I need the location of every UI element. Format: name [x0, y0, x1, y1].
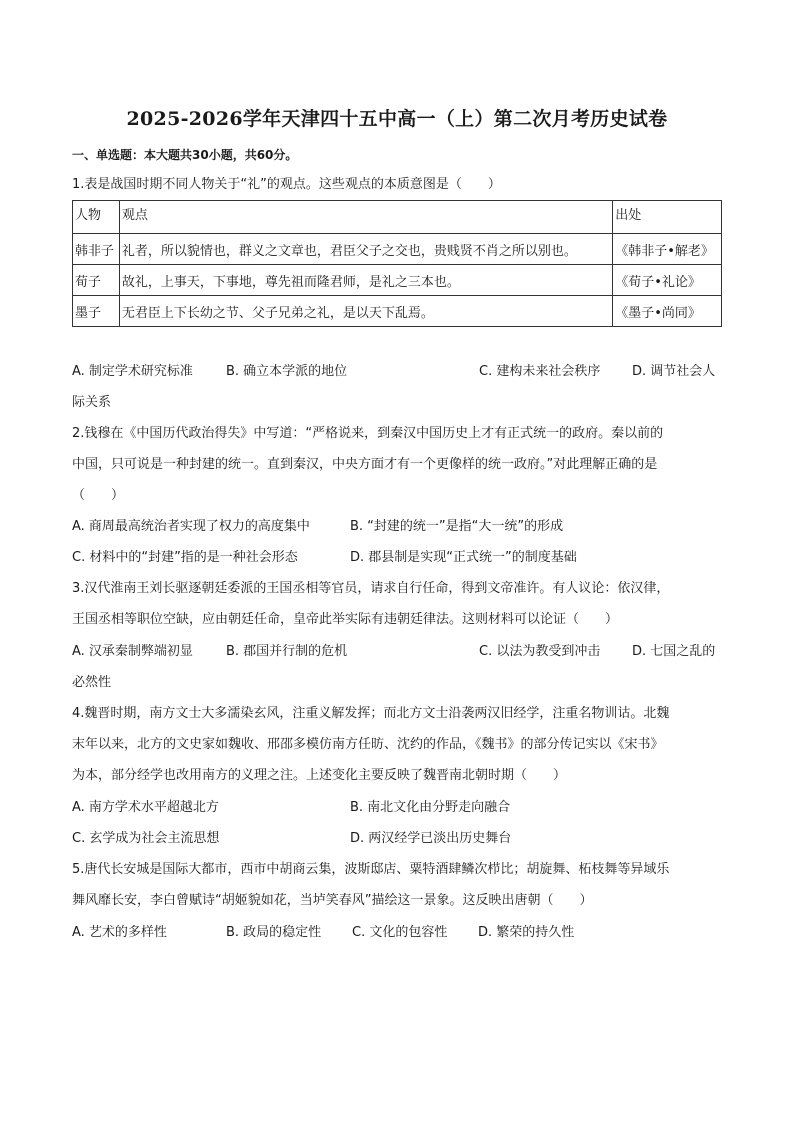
q5-line: 5.唐代长安城是国际大都市，西市中胡商云集，波斯邸店、粟特酒肆鳞次栉比；胡旋舞、柘枝舞等异域乐	[72, 862, 670, 877]
table-cell: 无君臣上下长幼之节、父子兄弟之礼，是以天下乱焉。	[119, 296, 612, 327]
q3-line: 王国丞相等职位空缺，应由朝廷任命，皇帝此举实际有违朝廷律法。这则材料可以论证（ ）	[72, 612, 619, 627]
q1-option-d-wrap: 际关系	[72, 395, 112, 410]
table-header-cell: 出处	[613, 201, 722, 234]
q5-option-c: C. 文化的包容性	[352, 925, 448, 940]
table-cell: 故礼，上事天，下事地，尊先祖而隆君师，是礼之三本也。	[119, 265, 612, 296]
table-cell: 荀子	[73, 265, 120, 296]
section-heading: 一、单选题：本大题共30小题，共60分。	[72, 148, 298, 162]
q1-option-c: C. 建构未来社会秩序	[479, 364, 601, 379]
table-row	[73, 234, 722, 265]
q4-option-a: A. 南方学术水平超越北方	[72, 800, 219, 815]
q2-line: （ ）	[72, 488, 125, 503]
table-cell: 墨子	[73, 296, 120, 327]
q1-table	[72, 200, 722, 327]
table-header-cell: 观点	[119, 201, 612, 234]
q4-option-c: C. 玄学成为社会主流思想	[72, 831, 220, 846]
q1-option-d: D. 调节社会人	[632, 364, 716, 379]
q5-line: 舞风靡长安，李白曾赋诗“胡姬貌如花，当垆笑春风”描绘这一景象。这反映出唐朝（ ）	[72, 893, 593, 908]
q5-option-a: A. 艺术的多样性	[72, 925, 167, 940]
q3-option-a: A. 汉承秦制弊端初显	[72, 644, 193, 659]
q3-option-b: B. 郡国并行制的危机	[226, 644, 348, 659]
table-cell: 韩非子	[73, 234, 120, 265]
q4-line: 末年以来，北方的文史家如魏收、邢邵多模仿南方任昉、沈约的作品，《魏书》的部分传记实以《宋书》	[72, 737, 664, 752]
q2-option-b: B. “封建的统一”是指“大一统”的形成	[350, 519, 564, 534]
q2-option-c: C. 材料中的“封建”指的是一种社会形态	[72, 550, 298, 565]
table-cell: 《荀子•礼论》	[613, 265, 722, 296]
q1-option-a: A. 制定学术研究标准	[72, 364, 193, 379]
q4-line: 为本，部分经学也改用南方的义理之注。上述变化主要反映了魏晋南北朝时期（ ）	[72, 768, 567, 783]
q3-option-d-wrap: 必然性	[72, 675, 112, 690]
table-header-row	[73, 201, 722, 234]
q4-option-d: D. 两汉经学已淡出历史舞台	[350, 831, 512, 846]
q1-stem: 1.表是战国时期不同人物关于“礼”的观点。这些观点的本质意图是（ ）	[72, 177, 501, 192]
q3-option-d: D. 七国之乱的	[632, 644, 716, 659]
q5-option-b: B. 政局的稳定性	[226, 925, 322, 940]
table-cell: 《墨子•尚同》	[613, 296, 722, 327]
table-row	[73, 296, 722, 327]
q1-option-b: B. 确立本学派的地位	[226, 364, 348, 379]
q2-option-d: D. 郡县制是实现“正式统一”的制度基础	[350, 550, 577, 565]
page-title: 2025-2026学年天津四十五中高一（上）第二次月考历史试卷	[126, 108, 668, 130]
q2-line: 2.钱穆在《中国历代政治得失》中写道：“严格说来，到秦汉中国历史上才有正式统一的政府。秦以前的	[72, 426, 664, 441]
q3-line: 3.汉代淮南王刘长驱逐朝廷委派的王国丞相等官员，请求自行任命，得到文帝准许。有人议论：依汉律，	[72, 581, 670, 596]
q2-option-a: A. 商周最高统治者实现了权力的高度集中	[72, 519, 310, 534]
table-header-cell: 人物	[73, 201, 120, 234]
q2-line: 中国，只可说是一种封建的统一。直到秦汉，中央方面才有一个更像样的统一政府。”对此理解正确的是	[72, 457, 658, 472]
table-cell: 《韩非子•解老》	[613, 234, 722, 265]
q4-line: 4.魏晋时期，南方文士大多濡染玄风，注重义解发挥；而北方文士沿袭两汉旧经学，注重名物训诂。北魏	[72, 706, 670, 721]
q3-option-c: C. 以法为教受到冲击	[479, 644, 601, 659]
table-row	[73, 265, 722, 296]
q4-option-b: B. 南北文化由分野走向融合	[350, 800, 511, 815]
table-cell: 礼者，所以貌情也，群义之文章也，君臣父子之交也，贵贱贤不肖之所以别也。	[119, 234, 612, 265]
q5-option-d: D. 繁荣的持久性	[478, 925, 575, 940]
